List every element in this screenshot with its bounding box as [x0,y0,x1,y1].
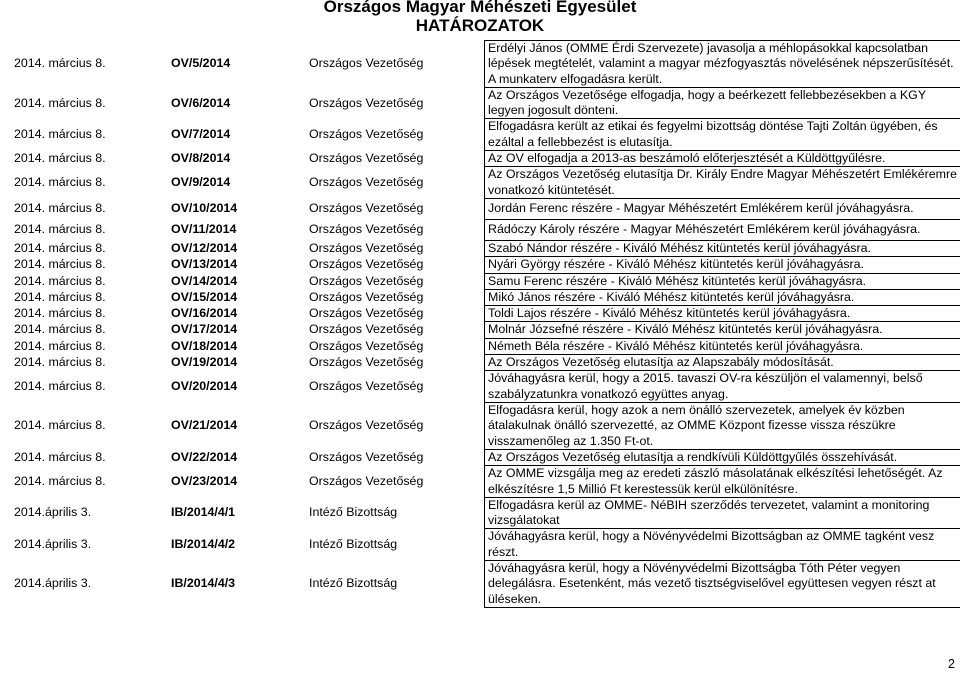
issuing-body: Országos Vezetőség [309,338,424,353]
resolution-row [0,167,960,199]
issuing-body: Országos Vezetőség [309,257,424,272]
issuing-body: Országos Vezetőség [309,127,424,142]
resolution-date: 2014. március 8. [14,273,106,288]
resolution-number: OV/15/2014 [171,289,238,304]
resolution-number: IB/2014/4/2 [171,537,236,552]
resolution-text: Jordán Ferenc részére - Magyar Méhészetért Emlékérem kerül jóváhagyásra. [485,198,960,219]
resolution-text: Samu Ferenc részére - Kiváló Méhész kitüntetés kerül jóváhagyásra. [485,273,960,289]
resolution-date: 2014. március 8. [14,306,106,321]
resolution-text: Szabó Nándor részére - Kiváló Méhész kitüntetés kerül jóváhagyásra. [485,240,960,256]
issuing-body: Országos Vezetőség [309,273,424,288]
resolution-text: Rádóczy Károly részére - Magyar Méhészetért Emlékérem kerül jóváhagyásra. [485,219,960,240]
issuing-body: Országos Vezetőség [309,289,424,304]
resolution-number: OV/19/2014 [171,355,238,370]
resolution-row [0,355,960,371]
resolution-row [0,257,960,273]
issuing-body: Országos Vezetőség [309,418,424,433]
resolution-date: 2014. március 8. [14,127,106,142]
resolution-text: Az Országos Vezetősége elfogadja, hogy a beérkezett fellebbezésekben a KGY legyen jogosult dönteni. [485,87,960,119]
issuing-body: Országos Vezetőség [309,378,424,393]
resolution-date: 2014. március 8. [14,56,106,71]
issuing-body: Intéző Bizottság [309,505,398,520]
resolution-number: OV/14/2014 [171,273,238,288]
resolution-row [0,87,960,119]
resolution-row [0,198,960,219]
resolution-number: OV/6/2014 [171,95,231,110]
issuing-body: Intéző Bizottság [309,576,398,591]
resolution-row [0,449,960,465]
resolution-text: Az Országos Vezetőség elutasítja Dr. Király Endre Magyar Méhészetért Emlékéremre vonatkozó kitüntetését. [485,167,960,199]
resolution-number: IB/2014/4/3 [171,576,236,591]
resolution-text: Erdélyi János (OMME Érdi Szervezete) javasolja a méhlopásokkal kapcsolatban lépések megtételét, valamint a magyar mézfogyasztás növelésének népszerűsítését. A munkaterv elfogadásra került. [485,41,960,88]
resolution-date: 2014. március 8. [14,175,106,190]
resolution-row [0,306,960,322]
resolution-row [0,529,960,561]
resolution-date: 2014. március 8. [14,201,106,216]
resolution-date: 2014. március 8. [14,418,106,433]
resolution-text: Nyári György részére - Kiváló Méhész kitüntetés kerül jóváhagyásra. [485,257,960,273]
resolution-text: Németh Béla részére - Kiváló Méhész kitüntetés kerül jóváhagyásra. [485,338,960,354]
resolution-text: Elfogadásra kerül az OMME- NéBIH szerződés tervezetet, valamint a monitoring vizsgálatokat [485,497,960,529]
resolution-row [0,273,960,289]
resolutions-table [0,40,960,608]
resolution-date: 2014. március 8. [14,378,106,393]
resolution-text: Jóváhagyásra kerül, hogy a Növényvédelmi Bizottságban az OMME tagként vesz részt. [485,529,960,561]
resolution-text: Az OMME vizsgálja meg az eredeti zászló másolatának elkészítési lehetőségét. Az elkészítésre 1,5 Millió Ft kerestessük kerül elkülönítésre. [485,466,960,498]
resolution-date: 2014.április 3. [14,537,92,552]
resolution-date: 2014. március 8. [14,257,106,272]
resolution-number: OV/21/2014 [171,418,238,433]
issuing-body: Országos Vezetőség [309,449,424,464]
resolution-row [0,151,960,167]
resolution-number: OV/10/2014 [171,201,238,216]
resolution-text: Elfogadásra került az etikai és fegyelmi bizottság döntése Tajti Zoltán ügyében, és ezáltal a fellebbezést is elutasítja. [485,119,960,151]
document-title: Országos Magyar Méhészeti Egyesület [323,0,637,16]
issuing-body: Országos Vezetőség [309,222,424,237]
document-subtitle: HATÁROZATOK [415,16,545,35]
resolution-row [0,240,960,256]
resolution-number: OV/13/2014 [171,257,238,272]
resolution-text: Molnár Józsefné részére - Kiváló Méhész kitüntetés kerül jóváhagyásra. [485,322,960,338]
resolution-date: 2014. március 8. [14,95,106,110]
resolution-date: 2014. március 8. [14,322,106,337]
resolution-text: Az Országos Vezetőség elutasítja az Alapszabály módosítását. [485,355,960,371]
resolution-row [0,219,960,240]
resolution-number: OV/11/2014 [171,222,237,237]
issuing-body: Országos Vezetőség [309,151,424,166]
resolution-date: 2014. március 8. [14,151,106,166]
issuing-body: Országos Vezetőség [309,175,424,190]
issuing-body: Országos Vezetőség [309,322,424,337]
resolution-text: Jóváhagyásra kerül, hogy a Növényvédelmi Bizottságba Tóth Péter vegyen delegálásra. Esetenként, más vezető tisztségviselővel együttesen vegyen részt at üléseken. [485,561,960,608]
resolution-text: Toldi Lajos részére - Kiváló Méhész kitüntetés kerül jóváhagyásra. [485,306,960,322]
page-number: 2 [948,657,955,671]
issuing-body: Országos Vezetőség [309,240,424,255]
resolution-row [0,561,960,608]
resolution-row [0,289,960,305]
resolution-number: IB/2014/4/1 [171,505,236,520]
resolution-number: OV/18/2014 [171,338,238,353]
issuing-body: Országos Vezetőség [309,473,424,488]
resolution-date: 2014.április 3. [14,576,92,591]
resolution-row [0,402,960,449]
resolution-date: 2014. március 8. [14,240,106,255]
resolution-number: OV/12/2014 [171,240,238,255]
resolution-text: Jóváhagyásra kerül, hogy a 2015. tavaszi OV-ra készüljön el valamennyi, belső szabályzatunkra vonatkozó együttes anyag. [485,371,960,403]
resolution-number: OV/20/2014 [171,378,238,393]
resolution-date: 2014. március 8. [14,473,106,488]
resolution-row [0,466,960,498]
issuing-body: Országos Vezetőség [309,201,424,216]
resolution-number: OV/22/2014 [171,449,238,464]
resolution-row [0,338,960,354]
issuing-body: Országos Vezetőség [309,56,424,71]
resolution-date: 2014. március 8. [14,338,106,353]
resolution-date: 2014. március 8. [14,355,106,370]
resolution-row [0,497,960,529]
resolution-row [0,119,960,151]
issuing-body: Országos Vezetőség [309,306,424,321]
resolution-text: Mikó János részére - Kiváló Méhész kitüntetés kerül jóváhagyásra. [485,289,960,305]
resolution-date: 2014. március 8. [14,289,106,304]
issuing-body: Intéző Bizottság [309,537,398,552]
resolution-text: Az OV elfogadja a 2013-as beszámoló előterjesztését a Küldöttgyűlésre. [485,151,960,167]
resolution-row [0,371,960,403]
issuing-body: Országos Vezetőség [309,355,424,370]
resolution-text: Elfogadásra kerül, hogy azok a nem önálló szervezetek, amelyek év közben átalakulnak önálló szervezetté, az OMME Központ fizesse vissza részükre visszamenőleg az 1.350 Ft-ot. [485,402,960,449]
resolution-number: OV/5/2014 [171,56,231,71]
issuing-body: Országos Vezetőség [309,95,424,110]
resolution-date: 2014. március 8. [14,222,106,237]
resolution-number: OV/16/2014 [171,306,238,321]
resolution-row [0,41,960,88]
resolution-text: Az Országos Vezetőség elutasítja a rendkívüli Küldöttgyűlés összehívását. [485,449,960,465]
resolution-number: OV/9/2014 [171,175,231,190]
resolution-number: OV/7/2014 [171,127,231,142]
resolution-date: 2014. március 8. [14,449,106,464]
resolution-number: OV/17/2014 [171,322,238,337]
resolution-number: OV/23/2014 [171,473,238,488]
resolution-row [0,322,960,338]
resolution-date: 2014.április 3. [14,505,92,520]
resolution-number: OV/8/2014 [171,151,231,166]
